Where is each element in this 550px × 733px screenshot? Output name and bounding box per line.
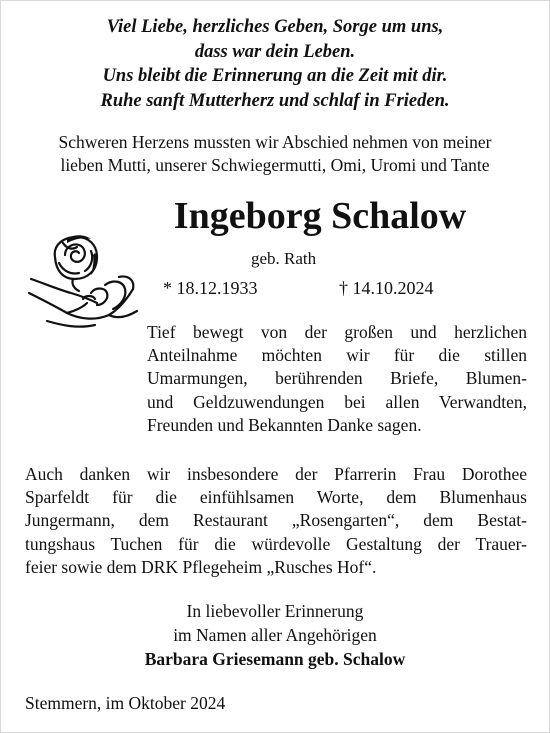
memorial-verse (1, 15, 549, 113)
thanks2-line: Auch danken wir insbesondere der Pfarrerin Frau Dorothee (25, 464, 527, 484)
verse-line: Viel Liebe, herzliches Geben, Sorge um uns, (106, 17, 444, 37)
thanks2-line: feier sowie dem DRK Pflegeheim „Rusches Hof“. (25, 556, 377, 577)
thanks-line: und Geldzuwendungen bei allen Verwandten, (147, 391, 527, 412)
thanks-line: Umarmungen, berührenden Briefe, Blumen- (147, 368, 527, 389)
born-name: geb. Rath (251, 249, 317, 268)
closing-block (1, 599, 549, 671)
intro-text (23, 131, 527, 177)
intro-line: lieben Mutti, unserer Schwiegermutti, Omi, Uromi und Tante (60, 155, 490, 175)
signer-name: Barbara Griesemann geb. Schalow (144, 649, 406, 669)
deceased-name: Ingeborg Schalow (173, 195, 467, 237)
place-date: Stemmern, im Oktober 2024 (25, 693, 226, 713)
rose-in-hands-icon (27, 233, 145, 333)
thanks2-line: Jungermann, dem Restaurant „Rosengarten“, dem Bestat- (25, 510, 527, 531)
verse-line: Uns bleibt die Erinnerung an die Zeit mit dir. (102, 66, 448, 86)
closing-line: im Namen aller Angehörigen (173, 625, 377, 645)
birth-date: * 18.12.1933 (163, 278, 258, 298)
verse-line: dass war dein Leben. (194, 41, 356, 62)
thanks-paragraph (147, 321, 527, 437)
thanks-line: Anteilnahme möchten wir für die stillen (147, 345, 527, 366)
death-date: † 14.10.2024 (339, 278, 434, 298)
closing-line: In liebevoller Erinnerung (186, 601, 364, 621)
thanks-paragraph-2 (25, 463, 527, 579)
thanks-line: Freunden und Bekannten Danke sagen. (147, 414, 422, 435)
thanks-line: Tief bewegt von der großen und herzlichen (147, 322, 527, 342)
thanks2-line: tungshaus Tuchen für die würdevolle Gestaltung der Trauer- (25, 533, 527, 554)
intro-line: Schweren Herzens mussten wir Abschied nehmen von meiner (58, 132, 492, 152)
thanks2-line: Sparfeldt für die einfühlsamen Worte, dem Blumenhaus (25, 487, 527, 508)
verse-line: Ruhe sanft Mutterherz und schlaf in Frieden. (100, 90, 450, 111)
